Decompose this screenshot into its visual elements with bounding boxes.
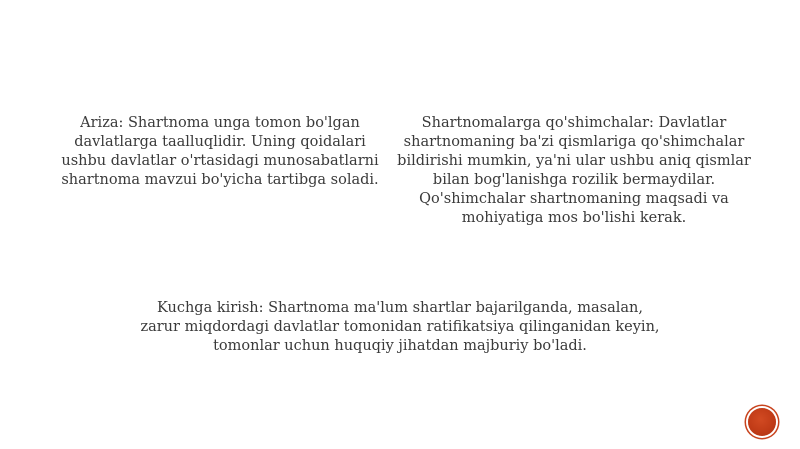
text-block-entry-into-force: Kuchga kirish: Shartnoma ma'lum shartlar bajarilganda, masalan, zarur miqdordagi davlatlar tomonidan ratifikatsiya qilinganidan keyin, tomonlar uchun huquqiy jihatdan majburiy bo'ladi. <box>140 300 660 354</box>
circle-nav-icon[interactable] <box>748 408 776 436</box>
text-block-reservations: Shartnomalarga qo'shimchalar: Davlatlar shartnomaning ba'zi qismlariga qo'shimchalar bildirishi mumkin, ya'ni ular ushbu aniq qismlar bilan bog'lanishga rozilik bermaydilar. Qo'shimchalar shartnomaning maqsadi va mohiyatiga mos bo'lishi kerak. <box>397 115 751 226</box>
text-block-application: Ariza: Shartnoma unga tomon bo'lgan davlatlarga taalluqlidir. Uning qoidalari ushbu davlatlar o'rtasidagi munosabatlarni shartnoma mavzui bo'yicha tartibga soladi. <box>61 115 379 188</box>
